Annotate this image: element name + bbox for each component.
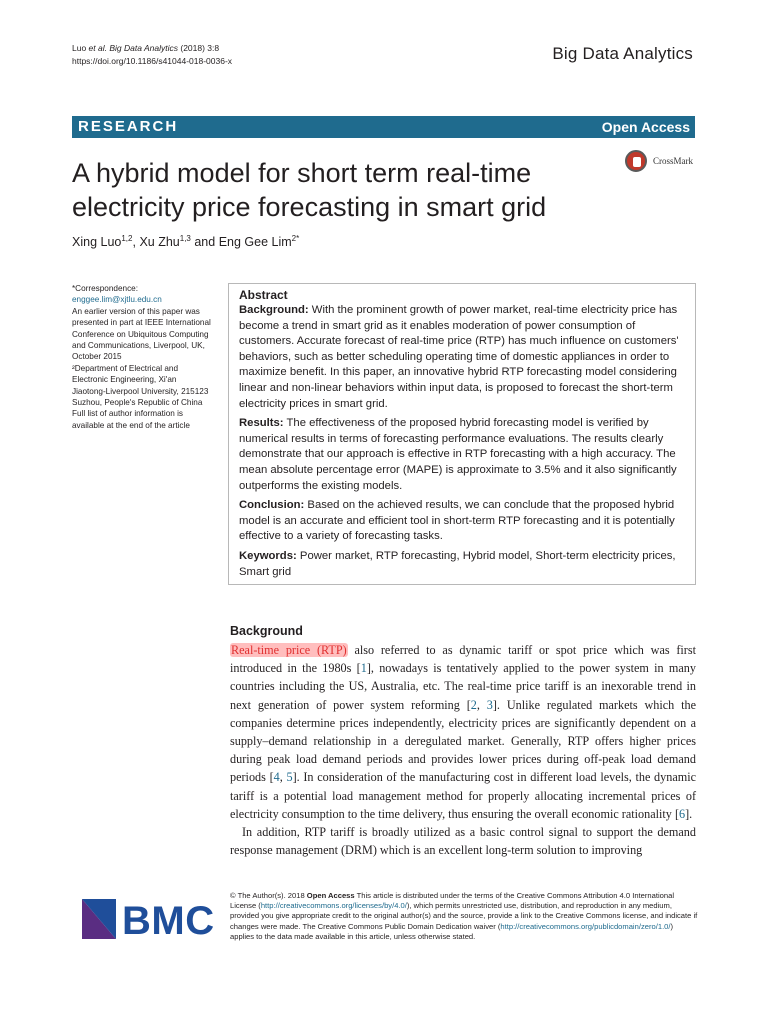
author-affiliation-sup: 1,3 xyxy=(179,234,191,243)
abstract-background xyxy=(239,303,691,412)
full-author-info-note: Full list of author information is available at the end of the article xyxy=(72,409,190,430)
crossmark-badge[interactable] xyxy=(625,150,705,174)
correspondence-label: *Correspondence: xyxy=(72,284,138,293)
citation-authors: Luo xyxy=(72,43,89,53)
author-separator: and xyxy=(190,235,219,250)
abstract-keywords-label: Keywords: xyxy=(239,549,297,562)
author-list xyxy=(72,234,299,249)
license-statement xyxy=(230,891,698,942)
paragraph-text: , xyxy=(279,770,287,785)
abstract-keywords-text: Power market, RTP forecasting, Hybrid model, Short-term electricity prices, Smart grid xyxy=(239,549,676,578)
abstract-heading: Abstract xyxy=(239,288,288,302)
abstract-results-label: Results: xyxy=(239,417,284,430)
reference-link[interactable]: 4 xyxy=(273,770,280,785)
paragraph-text: ]. xyxy=(685,806,693,821)
license-text: ), which permits unrestricted use, distribution, and reproduction in any medium, provided you give appropriate credit to the original author(s) and the source, provide a link to the Creative Commons license, and indicate if changes were made. The Creative Commons Public Domain Dedication waiver ( xyxy=(230,901,698,931)
reference-link[interactable]: 3 xyxy=(486,697,493,712)
bmc-logo-icon xyxy=(82,899,116,939)
citation-line xyxy=(72,42,232,55)
paragraph-text: ], nowadays is tentatively applied to the power system in many countries including the US, Australia, etc. The real-time price tariff is an inexorable trend in next generation of power system reforming [ xyxy=(230,661,696,712)
license-open-access: Open Access xyxy=(306,891,355,900)
abstract-background-label: Background: xyxy=(239,304,309,316)
background-body xyxy=(230,641,696,859)
license-link[interactable]: http://creativecommons.org/licenses/by/4.0/ xyxy=(260,901,407,911)
journal-name: Big Data Analytics xyxy=(552,44,693,63)
license-text: This article is distributed under the terms of the Creative Commons Attribution 4.0 International License ( xyxy=(230,891,675,911)
reference-link[interactable]: 5 xyxy=(286,770,293,785)
author-affiliation-sup: 2* xyxy=(291,234,300,243)
abstract-conclusion-text: Based on the achieved results, we can conclude that the proposed hybrid model is an accurate and efficient tool in short-term RTP forecasting and it is potentially effective to a variety of forecasting tasks. xyxy=(239,499,675,543)
doi-link[interactable]: https://doi.org/10.1186/s41044-018-0036-x xyxy=(72,56,233,66)
license-text: © The Author(s). 2018 xyxy=(230,891,307,900)
reference-link[interactable]: 2 xyxy=(470,697,477,712)
citation-etal: et al. xyxy=(88,43,107,53)
abstract-conclusion xyxy=(239,498,691,545)
affiliation-note: ²Department of Electrical and Electronic Engineering, Xi'an Jiaotong-Liverpool University, 215123 Suzhou, People's Republic of China xyxy=(72,363,209,408)
abstract-keywords xyxy=(239,549,691,580)
author-name[interactable]: Eng Gee Lim xyxy=(218,235,292,250)
background-paragraph-2: In addition, RTP tariff is broadly utilized as a basic control signal to support the demand response management (DRM) which is an excellent long-term solution to improving xyxy=(230,825,696,858)
abstract-box xyxy=(228,283,696,585)
citation-journal: Big Data Analytics xyxy=(106,43,179,53)
abstract-results xyxy=(239,416,691,494)
correspondence-sidebar xyxy=(72,283,212,431)
citation-year-volume: (2018) 3:8 xyxy=(178,43,220,53)
abstract-results-text: The effectiveness of the proposed hybrid forecasting model is verified by numerical results in terms of forecasting performance evaluations. The results clearly demonstrate that our approach is effective in RTP forecasting with a high accuracy. The mean absolute percentage error (MAPE) is approximate to 3.5% and it also significantly outperforms the existing models. xyxy=(239,417,677,492)
earlier-version-note: An earlier version of this paper was presented in part at IEEE International Conference on Ubiquitous Computing and Communications, Liverpool, UK, October 2015 xyxy=(72,306,211,362)
paragraph-text: also referred to as dynamic tariff or spot price which was first introduced in the 1980s [ xyxy=(230,643,696,676)
public-domain-link[interactable]: http://creativecommons.org/publicdomain/zero/1.0/ xyxy=(500,921,671,931)
abstract-conclusion-label: Conclusion: xyxy=(239,499,305,512)
background-heading: Background xyxy=(230,624,303,638)
citation-block xyxy=(72,42,232,68)
author-separator: , xyxy=(132,235,140,250)
highlighted-text: Real-time price (RTP) xyxy=(231,643,347,657)
open-access-label: Open Access xyxy=(601,119,690,135)
article-title: A hybrid model for short term real-time electricity price forecasting in smart grid xyxy=(72,158,547,222)
paragraph-text: ]. Unlike regulated markets which the companies determine prices independently, electricity prices are significantly dependent on a supply–demand relationship in a deregulated market. Generally, RTP offers higher prices during peak load demand periods and provides lower prices during off-peak load demand periods [ xyxy=(230,697,697,785)
crossmark-icon xyxy=(625,150,647,172)
reference-link[interactable]: 1 xyxy=(360,661,367,676)
correspondence-email[interactable]: enggee.lim@xjtlu.edu.cn xyxy=(72,295,162,305)
research-label: RESEARCH xyxy=(78,118,179,135)
abstract-background-text: With the prominent growth of power market, real-time electricity price has become a trend in smart grid as it enables moderation of power consumption of customers. Accurate forecast of real-time price (RTP) has much influence on customers' behaviors, such as better scheduling operating time of domestic appliances in order to maximize benefit. In this paper, an innovative hybrid RTP forecasting model considering linear and non-linear behaviors within input data, is proposed to forecast the short-term electricity prices in smart grid. xyxy=(239,304,679,410)
reference-link[interactable]: 6 xyxy=(679,806,686,821)
author-name[interactable]: Xu Zhu xyxy=(139,235,180,250)
article-type-banner xyxy=(72,116,695,138)
paragraph-text: , xyxy=(476,697,487,712)
author-name[interactable]: Xing Luo xyxy=(72,235,122,250)
paragraph-text: ]. In consideration of the manufacturing cost in different load levels, the dynamic tariff is a potential load management method for properly allocating incremental prices of electricity consumption to the time delivery, thus ensuring the overall economic rationality [ xyxy=(230,770,697,821)
author-affiliation-sup: 1,2 xyxy=(121,234,133,243)
background-paragraph-1 xyxy=(230,641,696,823)
crossmark-label: CrossMark xyxy=(653,156,693,166)
bmc-logo xyxy=(82,897,217,947)
bmc-logo-text: BMC xyxy=(122,899,215,943)
license-text: ) applies to the data made available in this article, unless otherwise stated. xyxy=(230,921,674,941)
